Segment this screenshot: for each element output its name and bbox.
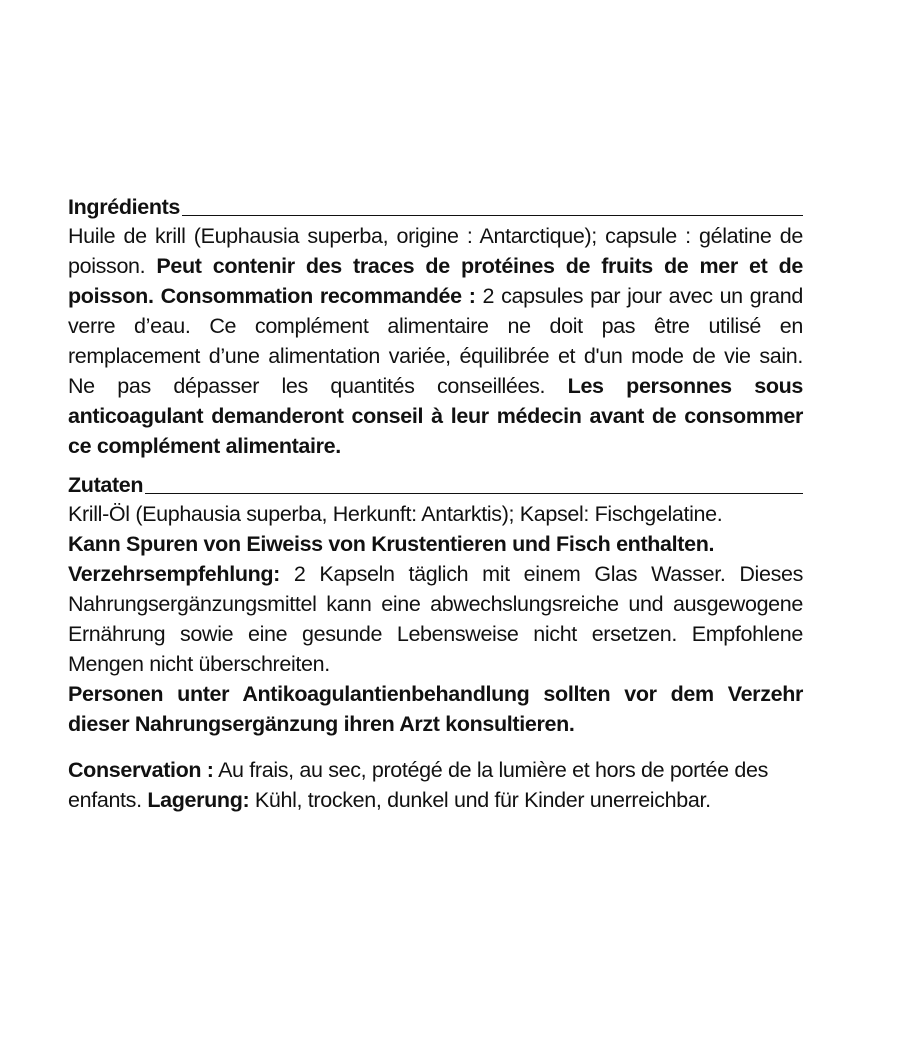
german-usage-label: Verzehrsempfehlung: — [68, 562, 280, 586]
french-body — [68, 221, 803, 461]
german-anticoagulant-warning: Personen unter Antikoagulantienbehandlung sollten vor dem Verzehr dieser Nahrungsergänzung ihren Arzt konsultieren. — [68, 682, 803, 736]
storage-fr-label: Conservation : — [68, 758, 214, 782]
french-usage-label: Consommation recommandée : — [160, 284, 476, 308]
french-ingredients-section — [68, 193, 803, 461]
storage-fr-text: Au frais, au sec, protégé de la lumière et hors de portée des enfants. — [68, 758, 768, 812]
german-heading-row — [68, 471, 803, 499]
storage-text — [68, 755, 803, 815]
french-usage-text: 2 capsules par jour avec un grand verre d’eau. Ce complément alimentaire ne doit pas être utilisé en remplacement d’une alimentation variée, équilibrée et d'un mode de vie sain. Ne pas dépasser les quantités conseillées. — [68, 284, 804, 398]
french-anticoagulant-warning: Les personnes sous anticoagulant demanderont conseil à leur médecin avant de consommer ce complément alimentaire. — [68, 374, 804, 458]
french-heading-rule — [182, 215, 803, 216]
storage-de-text: Kühl, trocken, dunkel und für Kinder unerreichbar. — [254, 788, 711, 812]
french-ingredients: Huile de krill (Euphausia superba, origine : Antarctique); capsule : gélatine de poisson. — [68, 224, 803, 278]
german-allergen-warning: Kann Spuren von Eiweiss von Krustentieren und Fisch enthalten. — [68, 532, 715, 556]
french-heading: Ingrédients — [68, 195, 181, 219]
storage-section — [68, 755, 803, 815]
german-ingredients-section — [68, 471, 803, 739]
german-heading: Zutaten — [68, 473, 144, 497]
storage-de-label: Lagerung: — [147, 788, 250, 812]
german-heading-rule — [145, 493, 803, 494]
french-heading-row — [68, 193, 803, 221]
german-usage-text: 2 Kapseln täglich mit einem Glas Wasser. Dieses Nahrungsergänzungsmittel kann eine abwechslungsreiche und ausgewogene Ernährung sowie eine gesunde Lebensweise nicht ersetzen. Empfohlene Mengen nicht überschreiten. — [68, 562, 803, 676]
german-usage — [68, 559, 803, 679]
french-allergen-warning: Peut contenir des traces de protéines de fruits de mer et de poisson. — [68, 254, 803, 308]
german-ingredients: Krill-Öl (Euphausia superba, Herkunft: Antarktis); Kapsel: Fischgelatine. — [68, 502, 723, 526]
